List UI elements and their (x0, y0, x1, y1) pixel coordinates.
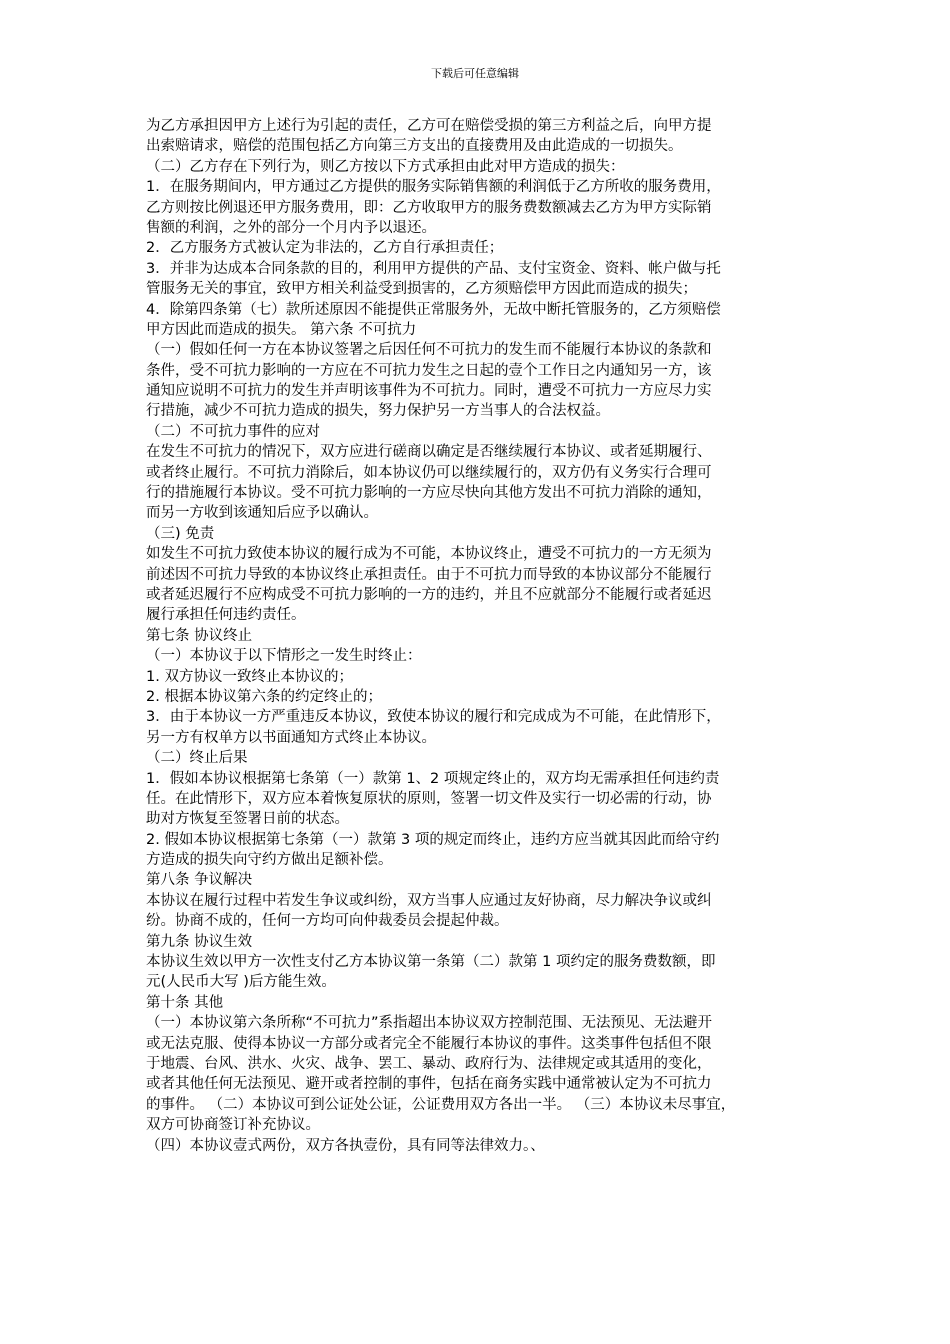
text-line: 元(人民币大写 )后方能生效。 (146, 974, 336, 991)
text-line: 2. 假如本协议根据第七条第（一）款第 3 项的规定而终止，违约方应当就其因此而给守约 (146, 831, 720, 848)
text-line: 履行承担任何违约责任。 (146, 607, 306, 624)
text-line: 行措施，减少不可抗力造成的损失，努力保护另一方当事人的合法权益。 (146, 403, 610, 420)
text-line: 或者其他任何无法预见、避开或者控制的事件，包括在商务实践中通常被认定为不可抗力 (146, 1076, 712, 1093)
text-line: 4．除第四条第（七）款所述原因不能提供正常服务外，无故中断托管服务的，乙方须赔偿 (146, 301, 721, 318)
text-line: 售额的利润，之外的部分一个月内予以退还。 (146, 219, 436, 236)
text-line: 或无法克服、使得本协议一方部分或者完全不能履行本协议的事件。这类事件包括但不限 (146, 1035, 712, 1052)
text-line: 另一方有权单方以书面通知方式终止本协议。 (146, 729, 436, 746)
text-line: 行的措施履行本协议。受不可抗力影响的一方应尽快向其他方发出不可抗力消除的通知， (146, 485, 712, 502)
text-line: （二）终止后果 (146, 750, 248, 767)
text-line: 甲方因此而造成的损失。 第六条 不可抗力 (146, 321, 417, 338)
text-line: 3．由于本协议一方严重违反本协议，致使本协议的履行和完成成为不可能，在此情形下， (146, 709, 721, 726)
text-line: 双方可协商签订补充协议。 (146, 1117, 320, 1134)
text-line: 或者延迟履行不应构成受不可抗力影响的一方的违约，并且不应就部分不能履行或者延迟 (146, 586, 712, 603)
text-line: 管服务无关的事宜，致甲方相关利益受到损害的，乙方须赔偿甲方因此而造成的损失； (146, 281, 697, 298)
text-line: 助对方恢复至签署日前的状态。 (146, 811, 349, 828)
text-line: 1. 双方协议一致终止本协议的； (146, 668, 353, 685)
text-line: 任。在此情形下，双方应本着恢复原状的原则，签署一切文件及实行一切必需的行动，协 (146, 790, 712, 807)
text-line: 为乙方承担因甲方上述行为引起的责任，乙方可在赔偿受损的第三方利益之后，向甲方提 (146, 118, 712, 134)
page-header: 下载后可任意编辑 (431, 67, 519, 80)
text-line: 2．乙方服务方式被认定为非法的，乙方自行承担责任； (146, 240, 504, 257)
text-line: 在发生不可抗力的情况下，双方应进行磋商以确定是否继续履行本协议、或者延期履行、 (146, 444, 712, 461)
text-line: （二）乙方存在下列行为，则乙方按以下方式承担由此对甲方造成的损失： (146, 158, 625, 175)
text-line: 3．并非为达成本合同条款的目的，利用甲方提供的产品、支付宝资金、资料、帐户做与托 (146, 260, 721, 277)
section-heading: 第八条 争议解决 (146, 872, 253, 889)
text-line: （三) 免责 (146, 525, 215, 542)
text-line: 出索赔请求，赔偿的范围包括乙方向第三方支出的直接费用及由此造成的一切损失。 (146, 138, 683, 155)
text-line: 1．在服务期间内，甲方通过乙方提供的服务实际销售额的利润低于乙方所收的服务费用， (146, 179, 721, 196)
text-line: 乙方则按比例退还甲方服务费用，即：乙方收取甲方的服务费数额减去乙方为甲方实际销 (146, 199, 712, 216)
text-line: 2. 根据本协议第六条的约定终止的； (146, 688, 382, 705)
text-line: 1．假如本协议根据第七条第（一）款第 1、2 项规定终止的，双方均无需承担任何违约责 (146, 770, 720, 787)
text-line: 条件，受不可抗力影响的一方应在不可抗力发生之日起的壹个工作日之内通知另一方，该 (146, 362, 712, 379)
text-line: 而另一方收到该通知后应予以确认。 (146, 505, 378, 522)
text-line: 本协议在履行过程中若发生争议或纠纷，双方当事人应通过友好协商，尽力解决争议或纠 (146, 892, 712, 909)
text-line: （四）本协议壹式两份，双方各执壹份，具有同等法律效力。、 (146, 1137, 545, 1154)
agreement-body (146, 116, 816, 1156)
text-line: 前述因不可抗力导致的本协议终止承担责任。由于不可抗力而导致的本协议部分不能履行 (146, 566, 712, 583)
section-heading: 第九条 协议生效 (146, 933, 253, 950)
text-line: （一）本协议第六条所称“不可抗力”系指超出本协议双方控制范围、无法预见、无法避开 (146, 1015, 713, 1032)
text-line: 或者终止履行。不可抗力消除后，如本协议仍可以继续履行的，双方仍有义务实行合理可 (146, 464, 712, 481)
section-heading: 第七条 协议终止 (146, 627, 253, 644)
text-line: 通知应说明不可抗力的发生并声明该事件为不可抗力。同时，遭受不可抗力一方应尽力实 (146, 383, 712, 400)
text-line: （一）本协议于以下情形之一发生时终止： (146, 648, 422, 665)
text-line: 于地震、台风、洪水、火灾、战争、罢工、暴动、政府行为、法律规定或其适用的变化， (146, 1055, 712, 1072)
text-line: （二）不可抗力事件的应对 (146, 423, 320, 440)
text-line: 如发生不可抗力致使本协议的履行成为不可能，本协议终止，遭受不可抗力的一方无须为 (146, 546, 712, 563)
section-heading: 第十条 其他 (146, 994, 224, 1011)
text-line: （一）假如任何一方在本协议签署之后因任何不可抗力的发生而不能履行本协议的条款和 (146, 342, 712, 359)
text-line: 纷。协商不成的，任何一方均可向仲裁委员会提起仲裁。 (146, 913, 509, 930)
text-line: 方造成的损失向守约方做出足额补偿。 (146, 852, 393, 869)
text-line: 的事件。 （二）本协议可到公证处公证，公证费用双方各出一半。 （三）本协议未尽事宜， (146, 1096, 736, 1113)
text-line: 本协议生效以甲方一次性支付乙方本协议第一条第（二）款第 1 项约定的服务费数额，即 (146, 954, 716, 971)
